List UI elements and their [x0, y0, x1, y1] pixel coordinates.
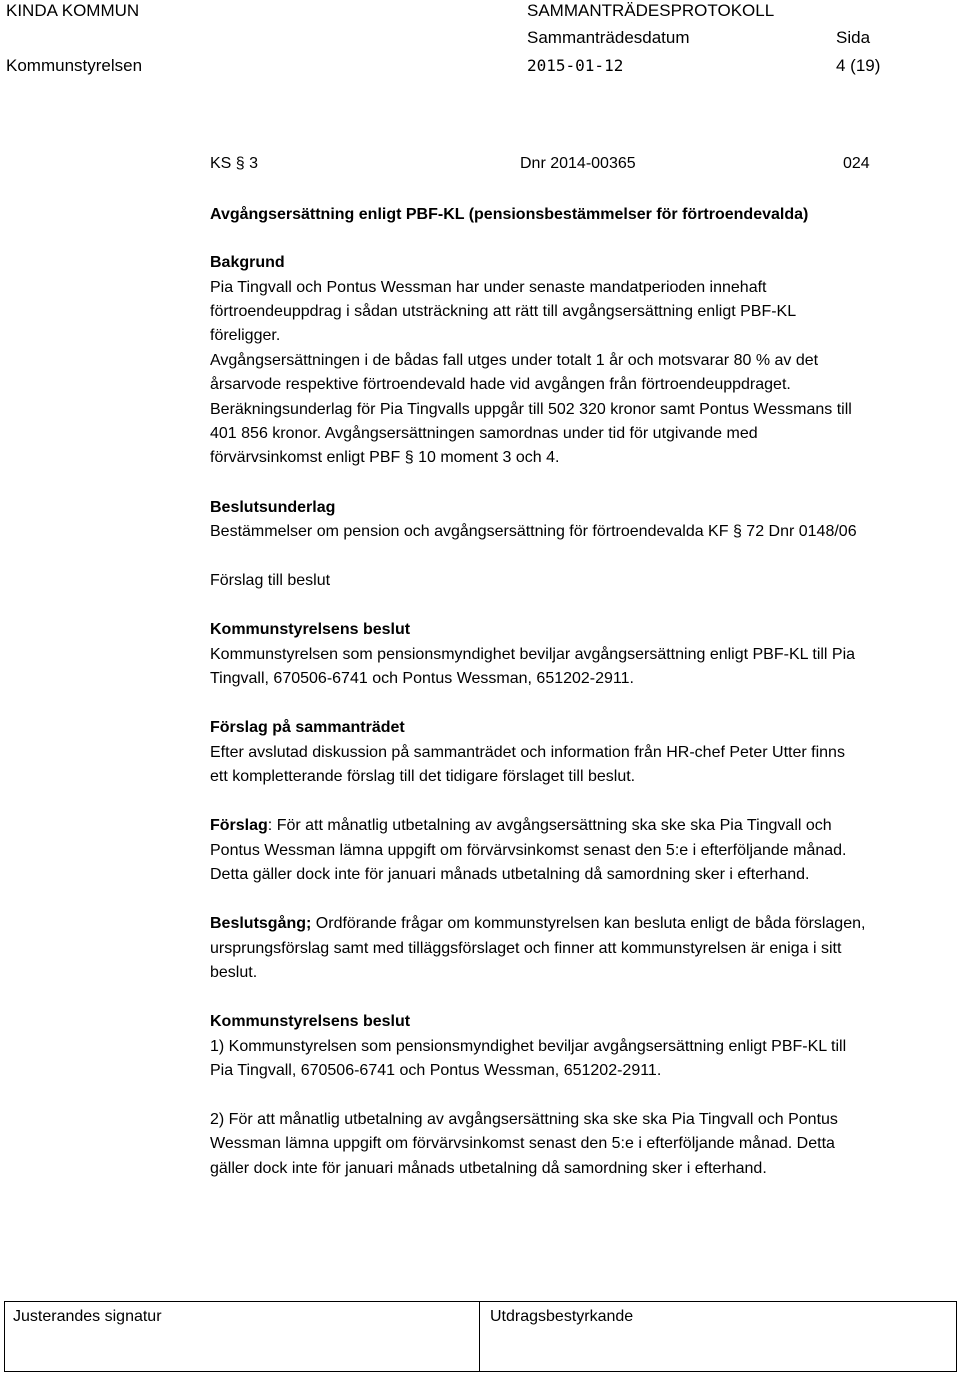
beslutsgang-label: Beslutsgång;	[210, 915, 312, 932]
case-number: KS § 3	[210, 155, 259, 172]
paragraph-line: beslut.	[210, 964, 258, 981]
case-dnr: Dnr 2014-00365	[520, 155, 636, 172]
paragraph-line	[210, 912, 865, 936]
paragraph-line: Kommunstyrelsen som pensionsmyndighet beviljar avgångsersättning enligt PBF-KL till Pia	[210, 646, 856, 663]
beslutsgang-text: Ordförande frågar om kommunstyrelsen kan besluta enligt de båda förslagen,	[311, 915, 866, 932]
section-heading-forslag-pa-sammantradet: Förslag på sammanträdet	[210, 719, 405, 736]
paragraph-line: förvärvsinkomst enligt PBF § 10 moment 3 och 4.	[210, 449, 560, 466]
paragraph-line: förtroendeuppdrag i sådan utsträckning att rätt till avgångsersättning enligt PBF-KL	[210, 303, 797, 320]
forslag-text: : För att månatlig utbetalning av avgångsersättning ska ske ska Pia Tingvall och	[267, 817, 832, 834]
paragraph-line: 2) För att månatlig utbetalning av avgångsersättning ska ske ska Pia Tingvall och Pontus	[210, 1111, 838, 1128]
body-name: Kommunstyrelsen	[6, 56, 143, 75]
paragraph-line: Bestämmelser om pension och avgångsersättning för förtroendevalda KF § 72 Dnr 0148/06	[210, 523, 857, 540]
forslag-label: Förslag	[210, 817, 268, 834]
paragraph-line	[210, 814, 832, 838]
certification-label: Utdragsbestyrkande	[490, 1308, 634, 1325]
section-heading-ks-beslut-final: Kommunstyrelsens beslut	[210, 1013, 411, 1030]
paragraph-line: Avgångsersättningen i de bådas fall utges under totalt 1 år och motsvarar 80 % av det	[210, 352, 819, 369]
paragraph-line: 401 856 kronor. Avgångsersättningen samordnas under tid för utgivande med	[210, 425, 758, 442]
section-heading-beslutsunderlag: Beslutsunderlag	[210, 499, 336, 516]
paragraph-line: Efter avslutad diskussion på sammanträdet och information från HR-chef Peter Utter finns	[210, 744, 845, 761]
paragraph-line: Pia Tingvall, 670506-6741 och Pontus Wessman, 651202-2911.	[210, 1062, 662, 1079]
signature-label: Justerandes signatur	[13, 1308, 162, 1325]
date-label: Sammanträdesdatum	[527, 28, 690, 47]
case-code: 024	[843, 155, 870, 172]
signature-divider	[479, 1302, 480, 1371]
signature-box	[4, 1301, 957, 1372]
case-title: Avgångsersättning enligt PBF-KL (pensionsbestämmelser för förtroendevalda)	[210, 206, 809, 223]
meeting-date: 2015-01-12	[527, 56, 624, 75]
paragraph-line: Beräkningsunderlag för Pia Tingvalls uppgår till 502 320 kronor samt Pontus Wessmans till	[210, 401, 852, 418]
paragraph-line: Pia Tingvall och Pontus Wessman har under senaste mandatperioden innehaft	[210, 279, 767, 296]
paragraph-line: gäller dock inte för januari månads utbetalning då samordning sker i efterhand.	[210, 1160, 767, 1177]
paragraph-line: Wessman lämna uppgift om förvärvsinkomst senast den 5:e i efterföljande månad. Detta	[210, 1135, 835, 1152]
paragraph-line: föreligger.	[210, 327, 281, 344]
section-heading-bakgrund: Bakgrund	[210, 254, 285, 271]
page-number: 4 (19)	[836, 56, 881, 75]
paragraph-line: 1) Kommunstyrelsen som pensionsmyndighet beviljar avgångsersättning enligt PBF-KL till	[210, 1038, 847, 1055]
paragraph-line: Detta gäller dock inte för januari månads utbetalning då samordning sker i efterhand.	[210, 866, 810, 883]
page-label: Sida	[836, 28, 871, 47]
section-heading-forslag-till-beslut: Förslag till beslut	[210, 572, 331, 589]
paragraph-line: ursprungsförslag samt med tilläggsförslaget och finner att kommunstyrelsen är eniga i sitt	[210, 940, 842, 957]
paragraph-line: årsarvode respektive förtroendevald hade vid avgången från förtroendeuppdraget.	[210, 376, 791, 393]
paragraph-line: Pontus Wessman lämna uppgift om förvärvsinkomst senast den 5:e i efterföljande månad.	[210, 842, 847, 859]
section-heading-ks-beslut: Kommunstyrelsens beslut	[210, 621, 411, 638]
paragraph-line: Tingvall, 670506-6741 och Pontus Wessman, 651202-2911.	[210, 670, 634, 687]
paragraph-line: ett kompletterande förslag till det tidigare förslaget till beslut.	[210, 768, 636, 785]
org-name: KINDA KOMMUN	[6, 1, 140, 20]
document-type: SAMMANTRÄDESPROTOKOLL	[527, 1, 775, 20]
